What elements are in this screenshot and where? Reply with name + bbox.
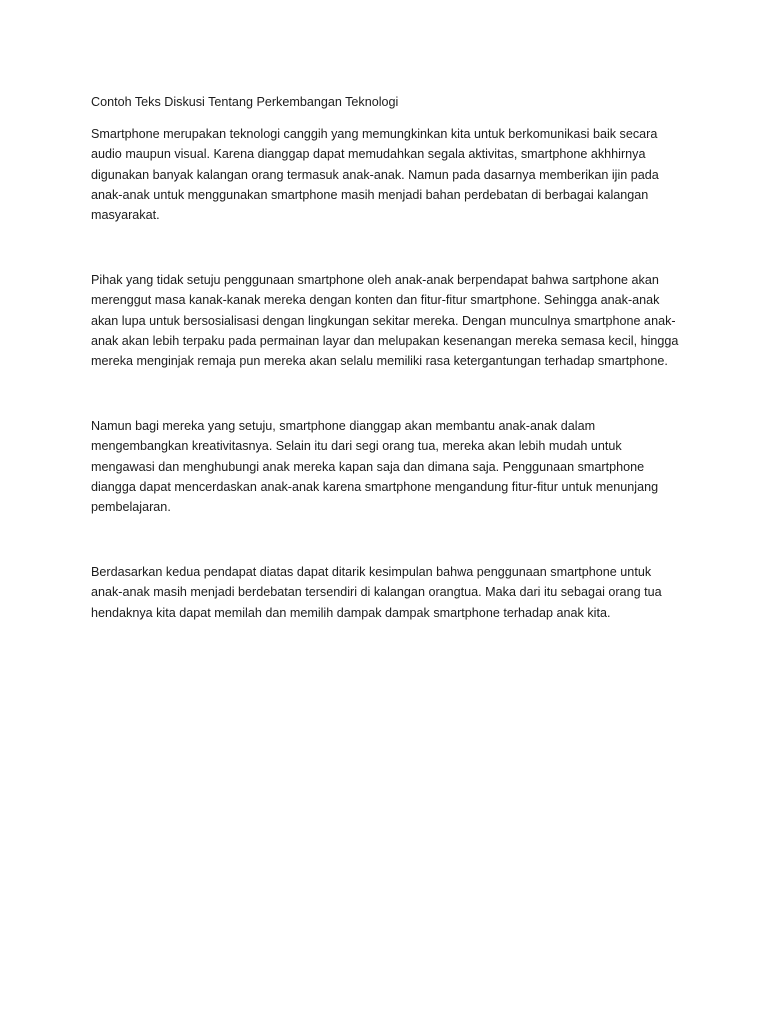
paragraph-intro: Smartphone merupakan teknologi canggih yang memungkinkan kita untuk berkomunikasi baik secara audio maupun visual. Karena dianggap dapat memudahkan segala aktivitas, smartphone akhhirnya digunakan banyak kalangan orang termasuk anak-anak. Namun pada dasarnya memberikan ijin pada anak-anak untuk menggunakan smartphone masih menjadi bahan perdebatan di berbagai kalangan masyarakat. xyxy=(91,127,659,223)
document-title: Contoh Teks Diskusi Tentang Perkembangan Teknologi xyxy=(91,95,399,109)
paragraph-agree: Namun bagi mereka yang setuju, smartphone dianggap akan membantu anak-anak dalam mengembangkan kreativitasnya. Selain itu dari segi orang tua, mereka akan lebih mudah untuk mengawasi dan menghubungi anak mereka kapan saja dan dimana saja. Penggunaan smartphone diangga dapat mencerdaskan anak-anak karena smartphone mengandung fitur-fitur untuk menunjang pembelajaran. xyxy=(91,419,659,515)
paragraph-disagree: Pihak yang tidak setuju penggunaan smartphone oleh anak-anak berpendapat bahwa sartphone akan merenggut masa kanak-kanak mereka dengan konten dan fitur-fitur smartphone. Sehingga anak-anak akan lupa untuk bersosialisasi dengan lingkungan sekitar mereka. Dengan munculnya smartphone anak-anak akan lebih terpaku pada permainan layar dan melupakan kesenangan mereka semasa kecil, hingga mereka menginjak remaja pun mereka akan selalu memiliki rasa ketergantungan terhadap smartphone. xyxy=(91,273,679,369)
document-body xyxy=(91,92,681,623)
paragraph-conclusion: Berdasarkan kedua pendapat diatas dapat ditarik kesimpulan bahwa penggunaan smartphone untuk anak-anak masih menjadi berdebatan tersendiri di kalangan orangtua. Maka dari itu sebagai orang tua hendaknya kita dapat memilah dan memilih dampak dampak smartphone terhadap anak kita. xyxy=(91,565,662,620)
